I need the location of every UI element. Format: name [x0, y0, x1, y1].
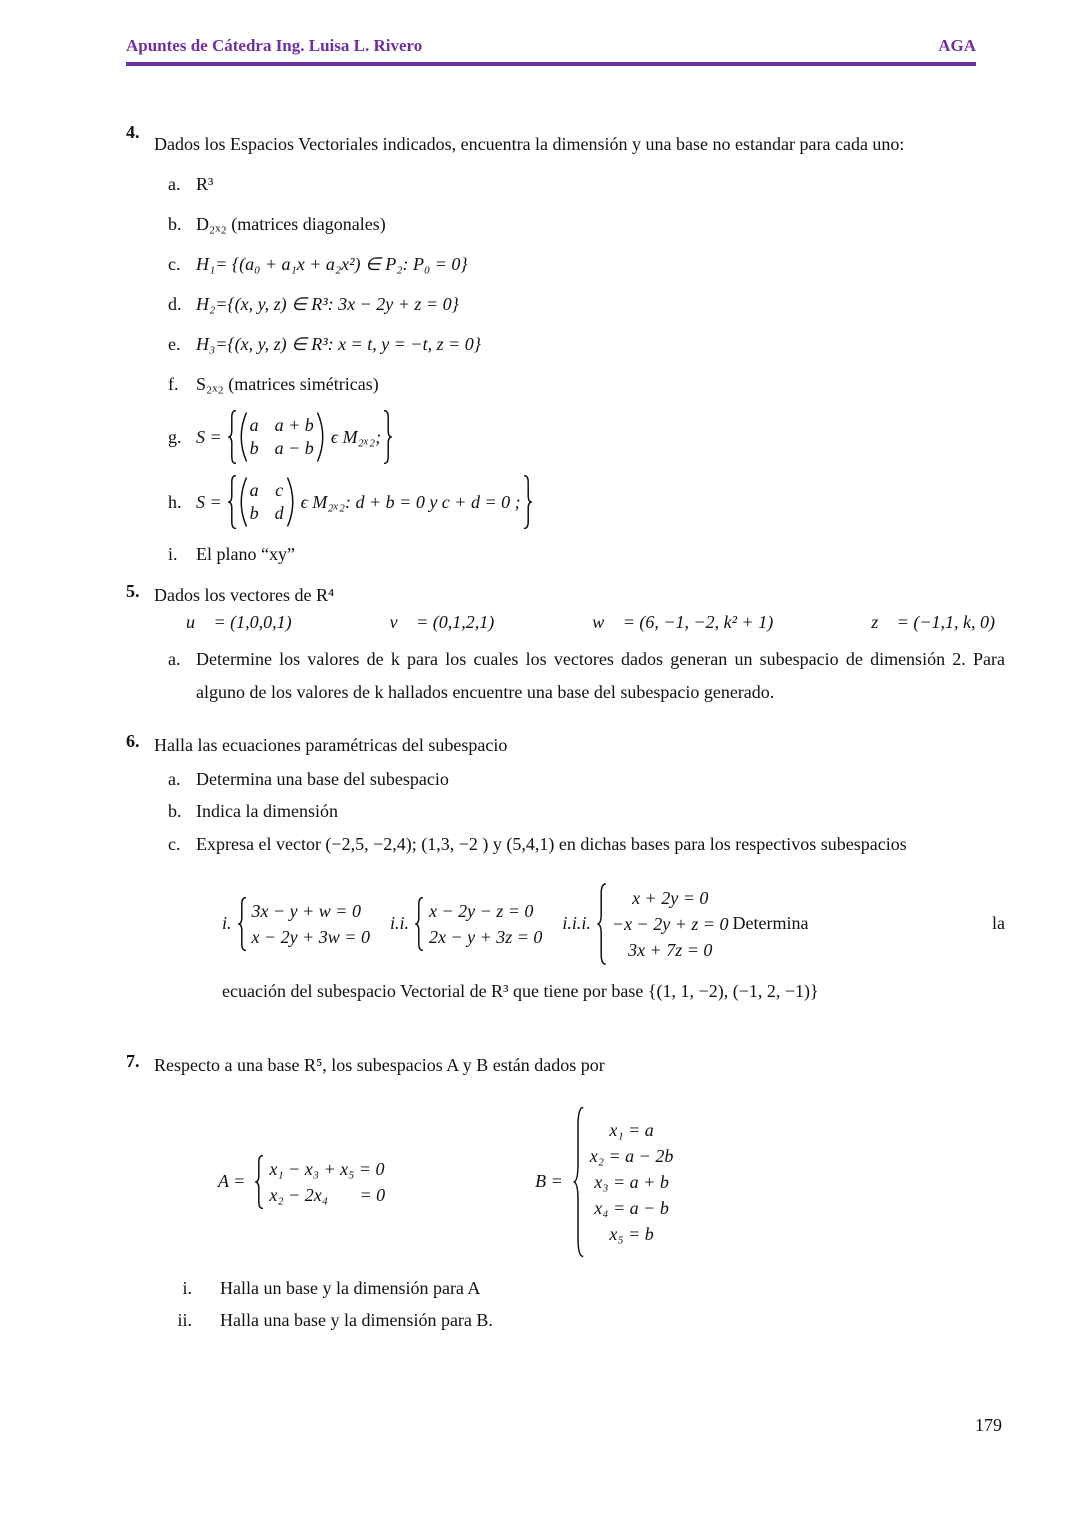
equation: x₁ − x₃ + x₅ = 0	[269, 1158, 385, 1179]
list-label: h.	[168, 491, 182, 512]
equation: x + 2y = 0	[632, 887, 709, 908]
matrix-cell: a + b	[274, 414, 314, 435]
vector-w: w⃗ = (6, −1, −2, k² + 1)	[592, 611, 774, 632]
equation: x₂ = a − 2b	[589, 1145, 674, 1166]
list-text: Determine los valores de k para los cuales los vectores dados generan un subespacio de dimensión 2. Para alguno de los valores de k hallados encuentre una base del subespacio generado.	[196, 648, 1005, 703]
system-iii	[562, 883, 728, 965]
list-item-c	[168, 250, 1005, 279]
list-item-a	[168, 643, 1005, 710]
equation: x₃ = a + b	[594, 1171, 669, 1192]
question-7-head	[126, 1051, 1005, 1080]
equation: x − 2y − z = 0	[428, 900, 534, 921]
page-body	[0, 122, 1080, 1335]
brace-open-icon	[237, 897, 249, 951]
equation: x − 2y + 3w = 0	[251, 926, 370, 947]
list-label: g.	[168, 426, 182, 447]
matrix-cell: c	[275, 479, 284, 500]
math-prefix: S =	[196, 491, 222, 512]
equation: 2x − y + 3z = 0	[428, 926, 543, 947]
equation: x₂ − 2x₄ = 0	[269, 1184, 386, 1205]
list-label: i.	[182, 1277, 192, 1298]
paren-open-icon	[239, 477, 248, 527]
question-5-head	[126, 581, 1005, 610]
question-4-text: Dados los Espacios Vectoriales indicados, encuentra la dimensión y una base no estandar para cada uno:	[154, 134, 905, 154]
paren-close-icon	[286, 477, 295, 527]
list-text: Halla un base y la dimensión para A	[220, 1277, 481, 1298]
equation: −x − 2y + z = 0	[611, 913, 729, 934]
math-suffix: ϵ M₂ₓ₂: d + b = 0 y c + d = 0 ;	[300, 491, 521, 512]
question-5	[126, 581, 1005, 709]
system-name: B =	[535, 1171, 563, 1192]
list-label: b.	[168, 800, 182, 821]
list-text: El plano “xy”	[196, 544, 295, 565]
list-item-a	[168, 170, 1005, 199]
list-text: Indica la dimensión	[196, 800, 338, 821]
vector-z: z⃗ = (−1,1, k, 0)	[871, 611, 995, 632]
system-ii	[390, 897, 542, 951]
list-item-e	[168, 330, 1005, 359]
matrix-cell: a	[249, 414, 259, 435]
question-4-list	[126, 170, 1005, 569]
matrix-cell: d	[274, 503, 284, 524]
system-equations	[590, 1117, 674, 1247]
continuation-word: Determina	[732, 913, 809, 934]
system-B	[535, 1106, 673, 1258]
question-6-list	[126, 764, 1005, 860]
list-item-ii	[162, 1306, 1005, 1335]
question-7-list	[126, 1274, 1005, 1335]
brace-open-icon	[227, 410, 239, 464]
question-6-number: 6.	[126, 731, 140, 752]
brace-open-icon	[414, 897, 426, 951]
question-6	[126, 731, 1005, 1007]
question-5-text: Dados los vectores de R⁴	[154, 585, 335, 606]
system-name: A =	[218, 1171, 246, 1192]
math-prefix: S =	[196, 426, 222, 447]
list-item-a	[168, 764, 1005, 794]
matrix-cell: a	[249, 479, 259, 500]
list-text: Halla una base y la dimensión para B.	[220, 1309, 493, 1330]
list-label: i.	[168, 544, 178, 565]
list-item-i	[168, 540, 1005, 569]
brace-open-icon	[254, 1155, 266, 1209]
equation: x₄ = a − b	[594, 1197, 669, 1218]
matrix-2x2	[250, 479, 284, 526]
system-label: i.i.i.	[562, 913, 591, 934]
list-text: Expresa el vector (−2,5, −2,4); (1,3, −2 ) y (5,4,1) en dichas bases para los respectivos subespacios	[196, 834, 907, 855]
question-7-number: 7.	[126, 1051, 140, 1072]
question-4	[126, 122, 1005, 569]
list-label: ii.	[177, 1309, 192, 1330]
list-label: a.	[168, 768, 181, 789]
question-4-number: 4.	[126, 122, 140, 142]
matrix-expression	[196, 475, 533, 529]
list-label: f.	[168, 374, 179, 395]
list-item-i	[162, 1274, 1005, 1303]
matrix-cell: a − b	[274, 438, 314, 459]
continuation-word-right: la	[992, 913, 1005, 934]
question-6-closing: ecuación del subespacio Vectorial de R³ que tiene por base {(1, 1, −2), (−1, 2, −1)}	[222, 980, 819, 1001]
page-number: 179	[975, 1415, 1002, 1435]
paren-close-icon	[316, 412, 325, 462]
math-suffix: ϵ M₂ₓ₂;	[330, 426, 382, 447]
question-6-text: Halla las ecuaciones paramétricas del subespacio	[154, 735, 508, 756]
question-4-head	[126, 122, 1005, 166]
equation: 3x + 7z = 0	[628, 939, 713, 960]
question-5-list	[126, 643, 1005, 710]
math-expression: H₁= {(a₀ + a₁x + a₂x²) ∈ P₂: P₀ = 0}	[196, 254, 468, 275]
header-rule	[126, 62, 976, 66]
brace-open-icon	[596, 883, 609, 965]
paren-open-icon	[239, 412, 248, 462]
question-7	[126, 1051, 1005, 1335]
matrix-cell: b	[249, 438, 259, 459]
system-A	[218, 1155, 385, 1209]
matrix-2x2	[250, 414, 314, 461]
list-item-g	[168, 410, 1005, 464]
header-tag: AGA	[938, 36, 976, 55]
list-label: a.	[168, 648, 181, 669]
list-label: c.	[168, 834, 181, 855]
header-title: Apuntes de Cátedra Ing. Luisa L. Rivero	[126, 36, 423, 55]
system-equations	[612, 885, 729, 963]
list-item-d	[168, 290, 1005, 319]
equation-systems-row	[126, 883, 1005, 965]
list-label: d.	[168, 294, 182, 315]
list-item-b	[168, 796, 1005, 826]
list-item-c	[168, 828, 1005, 860]
vectors-row	[126, 610, 1005, 633]
system-label: i.i.	[389, 913, 409, 934]
subspace-systems	[126, 1106, 1005, 1258]
brace-open-icon	[227, 475, 239, 529]
equation: x₅ = b	[609, 1224, 654, 1244]
list-item-h	[168, 475, 1005, 529]
matrix-expression	[196, 410, 393, 464]
math-expression: H₃={(x, y, z) ∈ R³: x = t, y = −t, z = 0}	[196, 334, 481, 355]
list-text: Determina una base del subespacio	[196, 768, 449, 789]
list-label: e.	[168, 334, 181, 355]
list-item-f	[168, 370, 1005, 399]
brace-open-icon	[572, 1106, 587, 1258]
matrix-cell: b	[249, 503, 259, 524]
brace-close-icon	[521, 475, 533, 529]
question-5-number: 5.	[126, 581, 140, 602]
equation: 3x − y + w = 0	[251, 900, 361, 921]
list-label: c.	[168, 254, 181, 275]
vector-v: v⃗ = (0,1,2,1)	[389, 611, 495, 632]
question-6-head	[126, 731, 1005, 760]
list-label: a.	[168, 174, 181, 195]
math-expression: D₂ₓ₂ (matrices diagonales)	[196, 214, 386, 235]
system-equations	[252, 898, 370, 950]
math-expression: S₂ₓ₂ (matrices simétricas)	[196, 374, 379, 395]
vector-u: u⃗ = (1,0,0,1)	[186, 611, 292, 632]
brace-close-icon	[381, 410, 393, 464]
system-equations	[429, 898, 542, 950]
question-7-text: Respecto a una base R⁵, los subespacios A y B están dados por	[154, 1055, 605, 1076]
math-expression: R³	[196, 174, 214, 195]
system-i	[222, 897, 370, 951]
list-item-b	[168, 210, 1005, 239]
system-equations	[269, 1156, 385, 1208]
system-label: i.	[222, 913, 232, 934]
list-label: b.	[168, 214, 182, 235]
page-header	[0, 0, 1080, 56]
equation: x₁ = a	[609, 1119, 654, 1140]
math-expression: H₂={(x, y, z) ∈ R³: 3x − 2y + z = 0}	[196, 294, 459, 315]
